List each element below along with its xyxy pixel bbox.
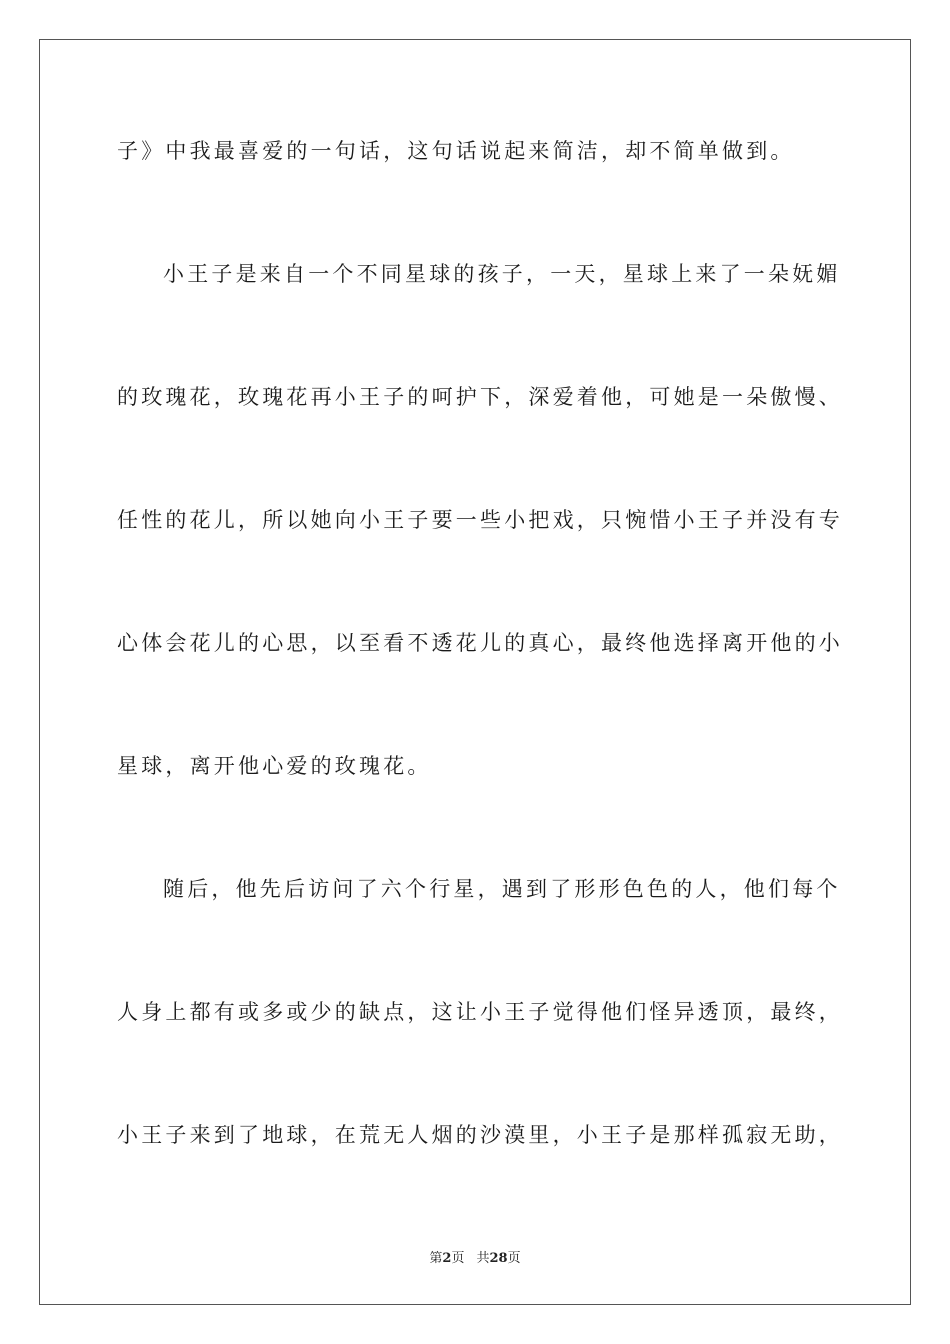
text-line: 小王子来到了地球，在荒无人烟的沙漠里，小王子是那样孤寂无助，	[117, 1123, 843, 1147]
page-border	[39, 39, 911, 1305]
page-suffix: 页	[451, 1251, 465, 1266]
text-line: 星球，离开他心爱的玫瑰花。	[117, 754, 432, 778]
total-pages: 28	[489, 1251, 508, 1266]
text-line: 子》中我最喜爱的一句话，这句话说起来简洁，却不简单做到。	[117, 139, 795, 163]
paragraph-start-line: 小王子是来自一个不同星球的孩子，一天，星球上来了一朵妩媚	[163, 262, 841, 286]
page-footer	[0, 1247, 950, 1266]
paragraph-start-line: 随后，他先后访问了六个行星，遇到了形形色色的人，他们每个	[163, 877, 841, 901]
text-line: 的玫瑰花，玫瑰花再小王子的呵护下，深爱着他，可她是一朵傲慢、	[117, 385, 843, 409]
page-number: 2	[442, 1251, 452, 1266]
text-line: 人身上都有或多或少的缺点，这让小王子觉得他们怪异透顶，最终，	[117, 1000, 843, 1024]
text-line: 心体会花儿的心思，以至看不透花儿的真心，最终他选择离开他的小	[117, 631, 843, 655]
text-line: 任性的花儿，所以她向小王子要一些小把戏，只惋惜小王子并没有专	[117, 508, 843, 532]
page-prefix: 第	[429, 1251, 443, 1266]
total-prefix: 共	[476, 1251, 490, 1266]
total-suffix: 页	[507, 1251, 521, 1266]
